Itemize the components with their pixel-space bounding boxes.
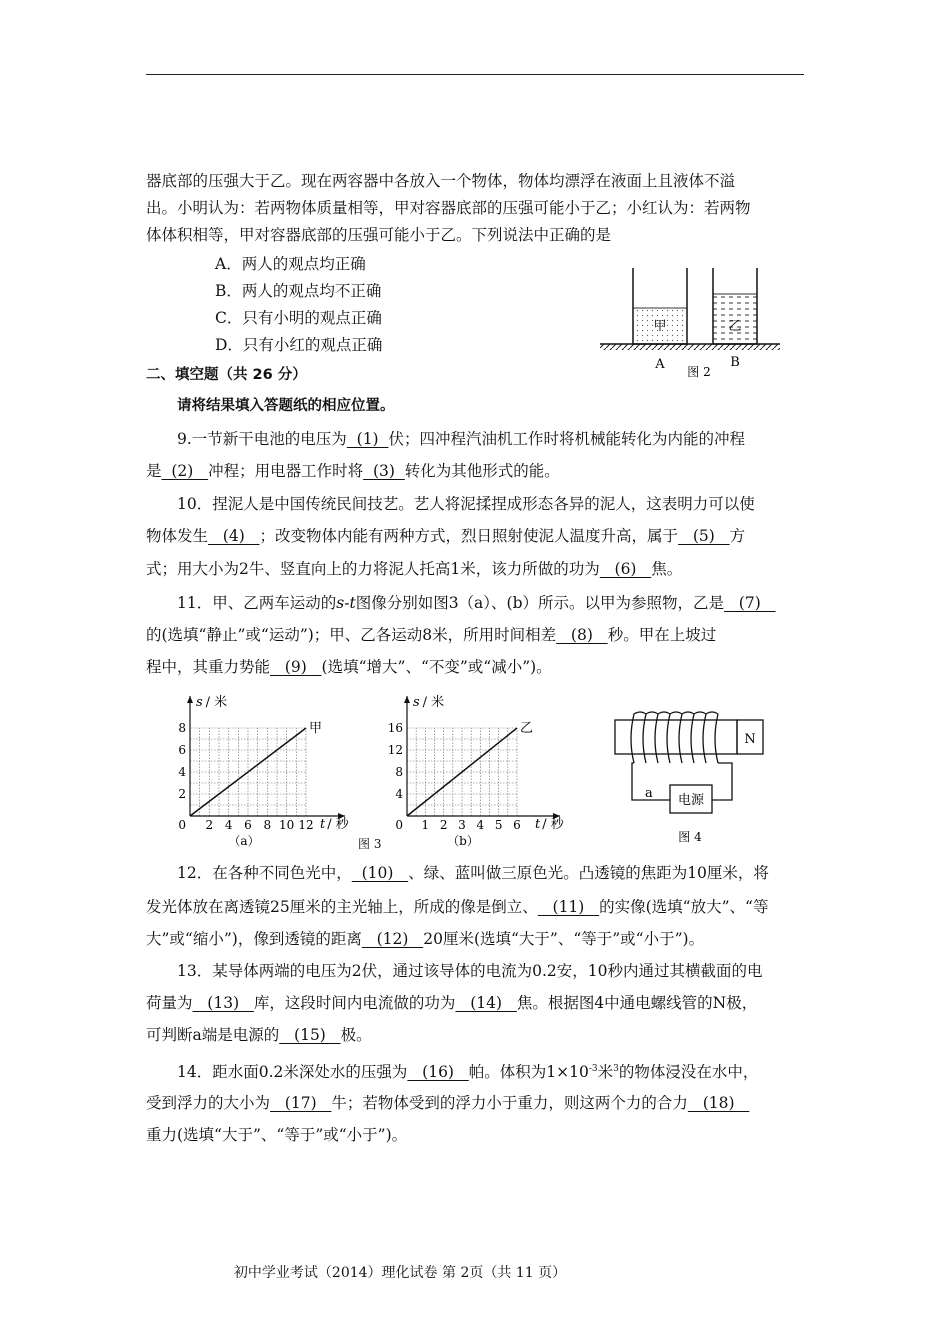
blank-5: (5) [678, 527, 730, 545]
q12-line-2: 发光体放在离透镜25厘米的主光轴上，所成的像是倒立、 (11) 的实像(选填“放大”、“等 [146, 898, 769, 916]
blank-12: (12) [361, 930, 424, 948]
y-tick-label: 4 [395, 787, 403, 801]
q11-line-1: 11．甲、乙两车运动的s-t图像分别如图3（a）、(b）所示。以甲为参照物，乙是 (7) [177, 594, 776, 612]
blank-8: (8) [556, 626, 608, 644]
x-tick-label: 5 [494, 818, 503, 832]
blank-17: (17) [270, 1094, 332, 1112]
q8-option-a: A．两人的观点均正确 [215, 255, 366, 273]
wire-right [712, 763, 732, 800]
figure-3-caption: 图 3 [358, 837, 382, 851]
label-b: B [730, 355, 740, 370]
x-tick-label: 2 [439, 818, 448, 832]
y-tick-label: 2 [178, 787, 186, 801]
q9-line-1: 9.一节新干电池的电压为 (1) 伏；四冲程汽油机工作时将机械能转化为内能的冲程 [177, 430, 745, 448]
q10-line-3: 式；用大小为2牛、竖直向上的力将泥人托高1米，该力所做的功为 (6) 焦。 [146, 560, 683, 578]
figure-3a-graph [170, 688, 350, 853]
blank-4: (4) [208, 527, 260, 545]
y-label-a: s / 米 [196, 695, 228, 710]
q13-line-1: 13．某导体两端的电压为2伏，通过该导体的电流为0.2安，10秒内通过其横截面的电 [177, 962, 763, 980]
label-jia: 甲 [653, 319, 667, 334]
blank-15: (15) [279, 1026, 341, 1044]
q9-line-2: 是 (2) 冲程；用电器工作时将 (3) 转化为其他形式的能。 [146, 462, 560, 480]
y-tick-label: 4 [178, 765, 186, 779]
sub-caption-a: （a） [228, 834, 260, 848]
header-rule [146, 74, 804, 75]
figure-2-caption: 图 2 [687, 365, 711, 379]
blank-18: (18) [687, 1094, 750, 1112]
blank-9: (9) [270, 658, 322, 676]
x-tick-label: 4 [224, 818, 233, 832]
x-tick-label: 12 [298, 818, 314, 832]
blank-16: (16) [407, 1063, 469, 1082]
q8-option-b: B．两人的观点均不正确 [215, 282, 382, 300]
sub-caption-b: （b） [447, 834, 479, 848]
q10-line-1: 10．捏泥人是中国传统民间技艺。艺人将泥揉捏成形态各异的泥人，这表明力可以使 [177, 495, 755, 513]
q12-line-1: 12．在各种不同色光中， (10) 、绿、蓝叫做三原色光。凸透镜的焦距为10厘米，将 [177, 864, 769, 882]
pole-label: N [744, 732, 756, 747]
x-tick-label: 6 [513, 818, 521, 832]
q14-line-2: 受到浮力的大小为 (17) 牛；若物体受到的浮力小于重力，则这两个力的合力 (18) [146, 1094, 750, 1112]
y-tick-label: 8 [395, 765, 403, 779]
q14-line-3: 重力(选填“大于”、“等于”或“小于”)。 [146, 1126, 408, 1144]
y-tick-label: 6 [178, 743, 186, 757]
q8-option-c: C．只有小明的观点正确 [215, 309, 382, 327]
blank-10: (10) [351, 864, 409, 882]
origin-label: 0 [395, 818, 403, 832]
x-tick-label: 2 [205, 818, 214, 832]
x-tick-label: 10 [279, 818, 295, 832]
y-tick-label: 12 [387, 743, 403, 757]
q10-line-2: 物体发生 (4) ；改变物体内能有两种方式，烈日照射使泥人温度升高，属于 (5) 方 [146, 527, 746, 545]
section-instruction: 请将结果填入答题纸的相应位置。 [177, 398, 395, 414]
q8-line-2: 出。小明认为：若两物体质量相等，甲对容器底部的压强可能小于乙；小红认为：若两物 [146, 199, 751, 217]
x-tick-label: 4 [476, 818, 485, 832]
section-title: 二、填空题（共 26 分） [146, 367, 307, 383]
q11-line-3: 程中，其重力势能 (9) (选填“增大”、“不变”或“减小”)。 [146, 658, 552, 676]
blank-14: (14) [455, 994, 517, 1012]
y-tick-label: 16 [387, 721, 403, 735]
terminal-a-label: a [645, 786, 653, 801]
blank-11: (11) [537, 898, 600, 916]
q14-line-1: 14．距水面0.2米深处水的压强为 (16) 帕。体积为$1\times 10^{-3}$米$^3$的物体浸没在水中， [177, 1063, 759, 1082]
line-label-yi: 乙 [520, 721, 534, 736]
power-source-label: 电源 [677, 793, 705, 808]
blank-6: (6) [599, 560, 652, 578]
q12-line-3: 大”或“缩小”)，像到透镜的距离 (12) 20厘米(选填“大于”、“等于”或“小于”)。 [146, 930, 705, 948]
line-label-jia: 甲 [309, 721, 323, 736]
blank-1: (1) [346, 430, 389, 448]
blank-13: (13) [192, 994, 254, 1012]
label-a: A [655, 357, 665, 372]
x-tick-label: 6 [244, 818, 252, 832]
q8-line-3: 体体积相等，甲对容器底部的压强可能小于乙。下列说法中正确的是 [146, 226, 612, 244]
q13-line-3: 可判断a端是电源的 (15) 极。 [146, 1026, 372, 1044]
q11-line-2: 的(选填“静止”或“运动”)；甲、乙各运动8米，所用时间相差 (8) 秒。甲在上坡过 [146, 626, 717, 644]
blank-3: (3) [363, 462, 405, 480]
figure-4-solenoid [600, 705, 775, 850]
blank-2: (2) [161, 462, 209, 480]
q8-line-1: 器底部的压强大于乙。现在两容器中各放入一个物体，物体均漂浮在液面上且液体不溢 [146, 172, 736, 190]
figure-3b-graph [385, 688, 565, 853]
label-yi: 乙 [728, 319, 742, 334]
x-label-b: t / 秒 [535, 817, 564, 832]
x-label-a: t / 秒 [320, 817, 349, 832]
page-footer: 初中学业考试（2014）理化试卷 第 2页（共 11 页） [233, 1265, 567, 1281]
q8-option-d: D．只有小红的观点正确 [215, 336, 383, 354]
figure-4-caption: 图 4 [678, 830, 702, 844]
blank-7: (7) [724, 594, 776, 612]
solenoid-core [615, 720, 737, 754]
x-tick-label: 3 [458, 818, 466, 832]
origin-label: 0 [178, 818, 186, 832]
x-tick-label: 1 [421, 818, 430, 832]
x-tick-label: 8 [263, 818, 272, 832]
y-tick-label: 8 [178, 721, 186, 735]
y-label-b: s / 米 [413, 695, 445, 710]
q13-line-2: 荷量为 (13) 库，这段时间内电流做的功为 (14) 焦。根据图4中通电螺线管的N极， [146, 994, 758, 1012]
ground-hatch [600, 344, 780, 350]
